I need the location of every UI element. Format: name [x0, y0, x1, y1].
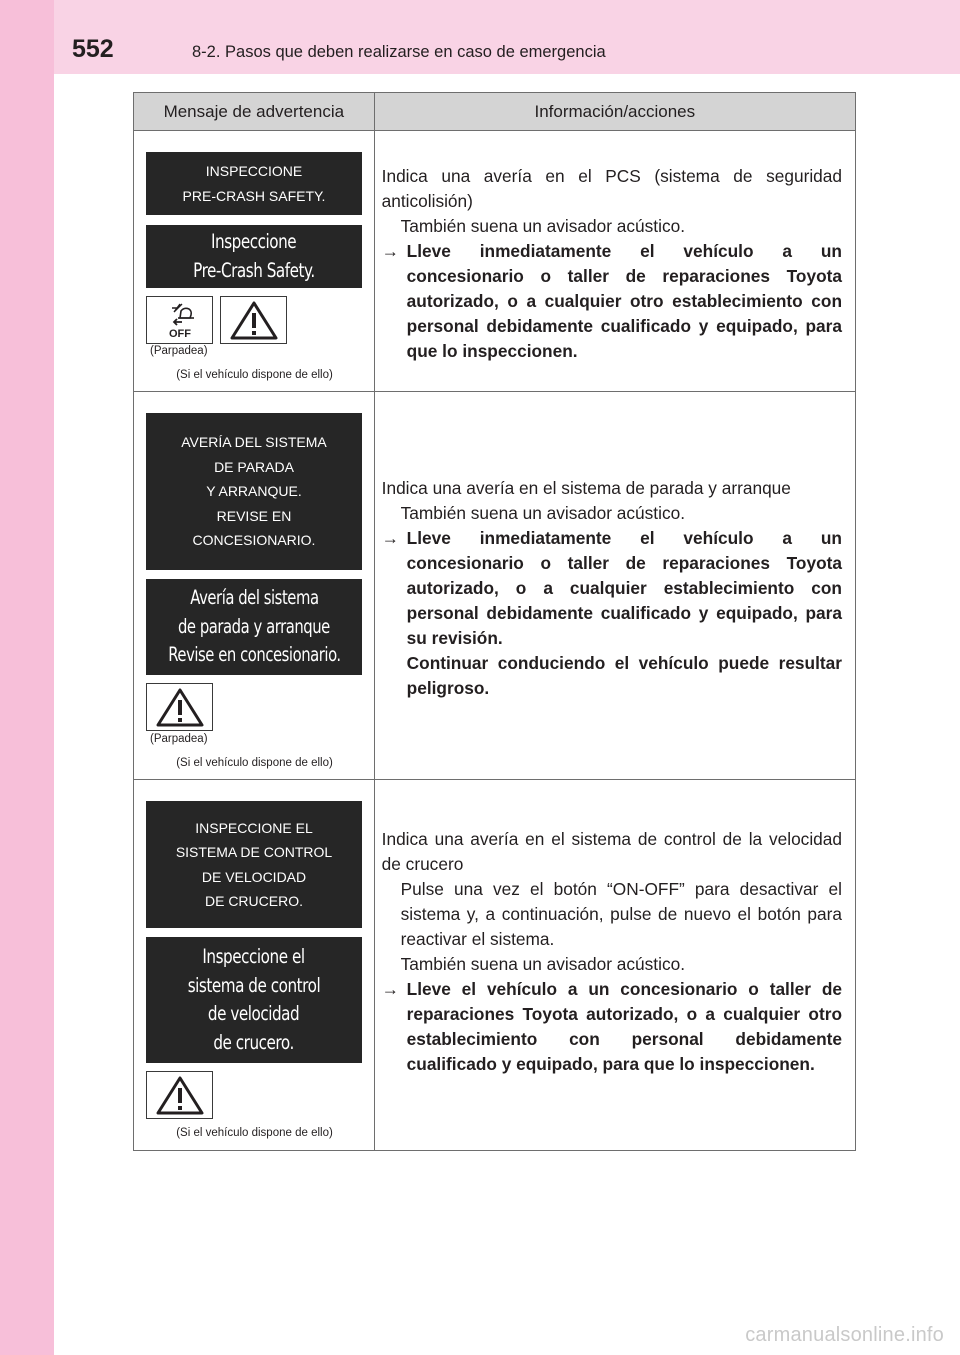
info-cell — [374, 780, 855, 1151]
display-message-plain: INSPECCIONE EL SISTEMA DE CONTROL DE VELOCIDAD DE CRUCERO. — [146, 801, 362, 928]
action-extra-text: Continuar conduciendo el vehículo puede resultar peligroso. — [406, 653, 842, 698]
side-color-band — [0, 0, 54, 1355]
warning-triangle-icon — [220, 296, 287, 344]
display-message-stylized: Inspeccione Pre-Crash Safety. — [146, 225, 362, 288]
page-number: 552 — [72, 35, 114, 63]
info-cell — [374, 392, 855, 780]
message-cell — [134, 780, 375, 1151]
svg-text:OFF: OFF — [168, 328, 191, 340]
col-header-message: Mensaje de advertencia — [134, 93, 375, 131]
action-item — [382, 977, 842, 1077]
warning-triangle-icon — [146, 683, 213, 731]
display-message-plain: INSPECCIONE PRE-CRASH SAFETY. — [146, 152, 362, 215]
warning-triangle-icon — [146, 1071, 213, 1119]
table-row — [134, 131, 856, 392]
availability-note: (Si el vehículo dispone de ello) — [176, 757, 333, 769]
col-header-info: Información/acciones — [374, 93, 855, 131]
sub-text: También suena un avisador acústico. — [400, 216, 686, 236]
table-row — [134, 780, 856, 1151]
sub-text: Pulse una vez el botón “ON-OFF” para desactivar el sistema y, a continuación, pulse de nuevo el botón para reactivar el sistema. — [400, 879, 842, 949]
message-cell — [134, 392, 375, 780]
availability-note: (Si el vehículo dispone de ello) — [176, 369, 333, 381]
message-cell — [134, 131, 375, 392]
sub-text-2: También suena un avisador acústico. — [400, 954, 686, 974]
description-text: Indica una avería en el sistema de control de la velocidad de crucero — [381, 829, 842, 874]
flashing-note: (Parpadea) — [150, 345, 208, 357]
flashing-note: (Parpadea) — [150, 733, 208, 745]
info-cell — [374, 131, 855, 392]
info-text — [375, 392, 855, 701]
action-text: Lleve el vehículo a un concesionario o taller de reparaciones Toyota autorizado, o a cualquier otro establecimiento con personal debidamente cualificado y equipado, para que lo inspeccionen. — [406, 979, 842, 1074]
sub-text: También suena un avisador acústico. — [400, 503, 686, 523]
action-item — [382, 526, 842, 651]
info-text — [375, 780, 855, 1077]
description-text: Indica una avería en el sistema de parada y arranque — [381, 478, 791, 498]
page-header — [54, 0, 960, 74]
action-item — [382, 239, 842, 364]
section-title: 8-2. Pasos que deben realizarse en caso de emergencia — [192, 43, 606, 61]
arrow-icon: → — [381, 979, 399, 999]
pcs-off-icon — [146, 296, 213, 344]
table-row — [134, 392, 856, 780]
watermark-text: carmanualsonline.info — [745, 1324, 944, 1346]
display-message-plain: AVERÍA DEL SISTEMA DE PARADA Y ARRANQUE. REVISE EN CONCESIONARIO. — [146, 413, 362, 570]
info-text — [375, 131, 855, 364]
display-message-stylized: Avería del sistema de parada y arranque Revise en concesionario. — [146, 579, 362, 675]
availability-note: (Si el vehículo dispone de ello) — [176, 1127, 333, 1139]
action-text: Lleve inmediatamente el vehículo a un concesionario o taller de reparaciones Toyota autorizado, o a cualquier otro establecimiento con personal debidamente cualificado y equipado, para que lo inspeccionen. — [406, 241, 842, 361]
warning-message-table — [133, 92, 856, 1151]
description-text: Indica una avería en el PCS (sistema de seguridad anticolisión) — [381, 166, 842, 211]
arrow-icon: → — [381, 528, 399, 548]
table-header-row — [134, 93, 856, 131]
arrow-icon: → — [381, 241, 399, 261]
display-message-stylized: Inspeccione el sistema de control de velocidad de crucero. — [146, 937, 362, 1063]
action-text: Lleve inmediatamente el vehículo a un concesionario o taller de reparaciones Toyota autorizado, o a cualquier establecimiento con personal debidamente cualificado y equipado, para su revisión. — [406, 528, 842, 648]
